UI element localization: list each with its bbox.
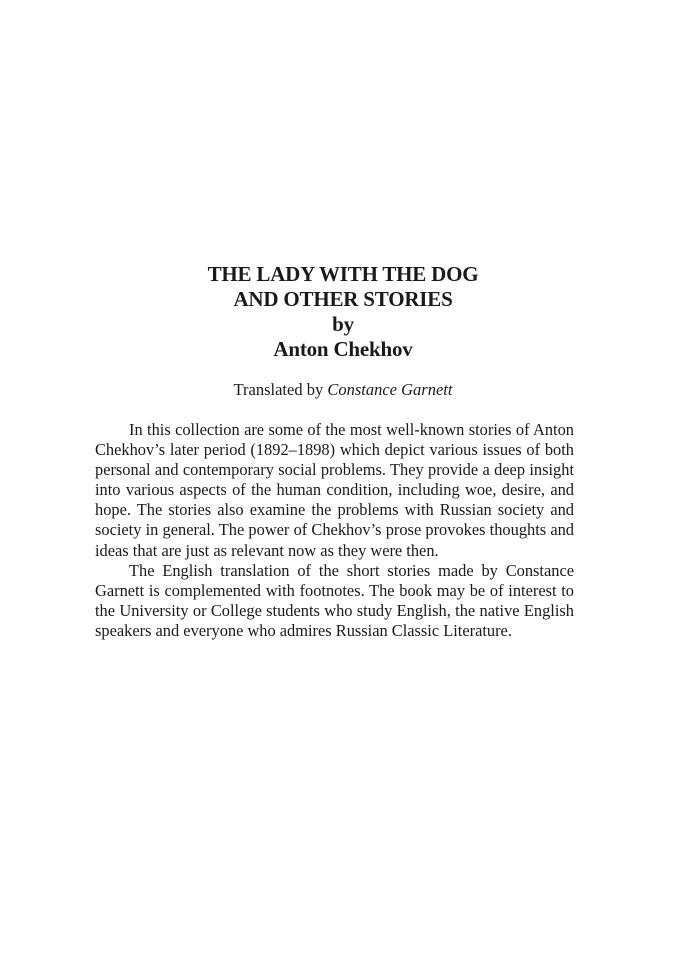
- book-title-line-2: AND OTHER STORIES: [233, 287, 453, 311]
- translator-prefix: Translated by: [233, 380, 328, 399]
- description-paragraph-2: The English translation of the short stories made by Constance Garnett is complemented with footnotes. The book may be of interest to the University or College students who study English, the native English speakers and everyone who admires Russian Classic Literature.: [95, 560, 574, 640]
- book-title-line-1: THE LADY WITH THE DOG: [207, 262, 479, 286]
- book-author: Anton Chekhov: [273, 337, 413, 361]
- translator-line: [0, 380, 686, 400]
- book-title-block: [0, 262, 686, 362]
- translator-name: Constance Garnett: [327, 380, 453, 399]
- book-description: [95, 420, 574, 641]
- book-title-by: by: [332, 312, 354, 336]
- description-paragraph-1: In this collection are some of the most well-known stories of Anton Chekhov’s later period (1892–1898) which depict various issues of both personal and contemporary social problems. They provide a deep insight into various aspects of the human condition, including woe, desire, and hope. The stories also examine the problems with Russian society and society in general. The power of Chekhov’s prose provokes thoughts and ideas that are just as relevant now as they were then.: [95, 420, 574, 560]
